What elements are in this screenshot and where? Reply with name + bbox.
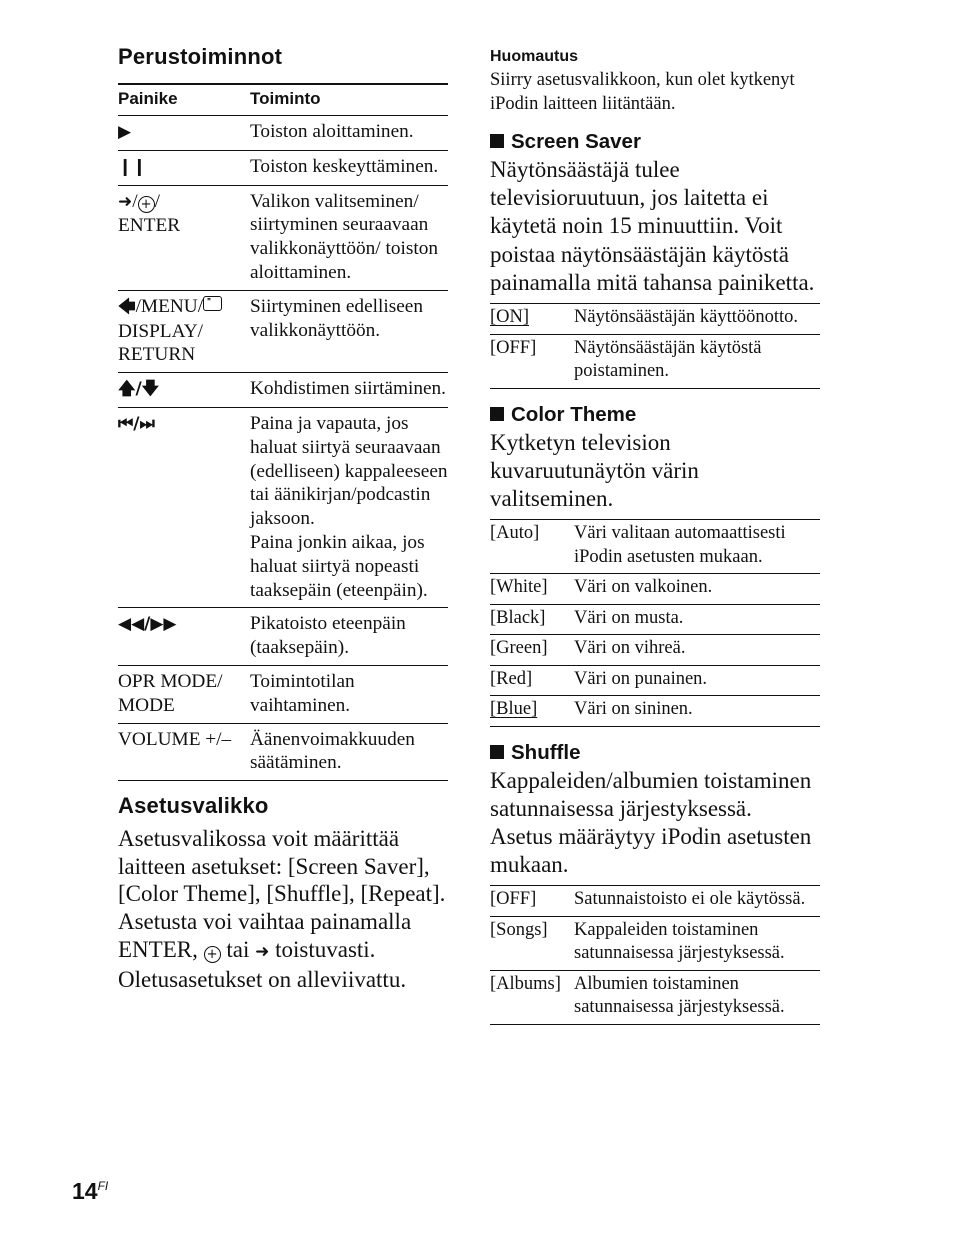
function-cell: Toiston aloittaminen. — [250, 116, 448, 151]
option-key: [Green] — [490, 635, 574, 666]
table-row — [490, 520, 820, 574]
function-cell: Äänenvoimakkuuden säätäminen. — [250, 723, 448, 781]
option-key: [Black] — [490, 604, 574, 635]
table-row — [490, 304, 820, 335]
function-cell — [250, 407, 448, 607]
shuffle-options-table — [490, 885, 820, 1025]
note-heading: Huomautus — [490, 48, 578, 65]
option-key: [White] — [490, 574, 574, 605]
function-cell: Kohdistimen siirtäminen. — [250, 373, 448, 408]
function-text-2: Paina jonkin aikaa, jos haluat siirtyä nopeasti taaksepäin (eteenpäin). — [250, 531, 428, 601]
option-key: [Auto] — [490, 520, 574, 574]
option-heading-label: Screen Saver — [511, 130, 641, 153]
option-description — [490, 767, 820, 880]
key-cell — [118, 116, 250, 151]
option-heading-label: Color Theme — [511, 402, 637, 426]
option-desc: Näytönsäästäjän käytöstä poistaminen. — [574, 334, 820, 388]
key-label: /MENU/ — [135, 295, 204, 317]
option-desc: Väri on valkoinen. — [574, 574, 820, 605]
screen-saver-options-table — [490, 303, 820, 389]
option-key: [Albums] — [490, 970, 574, 1024]
square-bullet-icon — [490, 134, 504, 148]
table-row — [490, 696, 820, 727]
option-desc: Kappaleiden toistaminen satunnaisessa järjestyksessä. — [574, 916, 820, 970]
function-cell: Toiston keskeyttäminen. — [250, 150, 448, 185]
table-row — [118, 116, 448, 151]
key-cell — [118, 373, 250, 408]
option-desc: Väri valitaan automaattisesti iPodin asetusten mukaan. — [574, 520, 820, 574]
table-row — [118, 665, 448, 723]
rewind-forward-icon: ◀◀/▶▶ — [118, 614, 177, 635]
key-cell — [118, 150, 250, 185]
key-cell — [118, 608, 250, 666]
prev-next-icon: ⏮/⏭ — [118, 413, 155, 434]
option-desc: Albumien toistaminen satunnaisessa järjestyksessä. — [574, 970, 820, 1024]
table-row — [490, 574, 820, 605]
key-cell: VOLUME +/– — [118, 723, 250, 781]
table-row — [490, 886, 820, 917]
table-row — [118, 150, 448, 185]
key-cell — [118, 290, 250, 372]
option-key: [OFF] — [490, 886, 574, 917]
play-icon: ▶ — [118, 122, 132, 142]
table-row — [118, 290, 448, 372]
function-cell: Pikatoisto eteenpäin (taaksepäin). — [250, 608, 448, 666]
option-key-default: [Blue] — [490, 699, 538, 720]
page-number-value: 14 — [72, 1178, 98, 1204]
column-header-key: Painike — [118, 84, 250, 116]
table-row — [118, 185, 448, 290]
table-row — [118, 608, 448, 666]
function-text: Paina ja vapauta, jos haluat siirtyä seuraavaan (edelliseen) kappaleeseen tai äänikirjan/podcastin jaksoon. — [250, 412, 448, 530]
option-desc: Näytönsäästäjän käyttöönotto. — [574, 304, 820, 335]
option-description-text: Kappaleiden/albumien toistaminen satunnaisessa järjestyksessä. — [490, 767, 812, 821]
setup-text-end: toistuvasti. — [275, 936, 376, 962]
option-desc: Väri on musta. — [574, 604, 820, 635]
table-row — [118, 373, 448, 408]
function-table — [118, 83, 448, 781]
option-description: Näytönsäästäjä tulee televisioruutuun, jos laitetta ei käytetä noin 15 minuuttiin. Voit poistaa näytönsäästäjän käytöstä painamalla mitä tahansa painiketta. — [490, 157, 815, 295]
right-arrow-icon: ➜ — [255, 941, 270, 962]
setup-text: Asetusvalikossa voit määrittää laitteen asetukset: [Screen Saver], [Color Theme], [Shuffle], [Repeat]. Asetusta voi vaihtaa painamalla ENTER, — [118, 826, 446, 962]
left-arrow-icon: 🡄 — [118, 296, 136, 317]
option-key — [490, 304, 574, 335]
option-desc: Satunnaistoisto ei ole käytössä. — [574, 886, 820, 917]
setup-paragraph — [118, 825, 448, 994]
right-column — [490, 48, 820, 1025]
enter-circle-icon: + — [138, 196, 155, 213]
option-key: [Songs] — [490, 916, 574, 970]
key-cell — [118, 407, 250, 607]
option-key: [OFF] — [490, 334, 574, 388]
option-desc: Väri on sininen. — [574, 696, 820, 727]
table-row — [490, 334, 820, 388]
right-arrow-icon: ➜ — [118, 191, 133, 212]
option-heading-label: Shuffle — [511, 740, 581, 764]
square-bullet-icon — [490, 745, 504, 759]
key-cell: OPR MODE/ MODE — [118, 665, 250, 723]
table-row — [490, 665, 820, 696]
option-key: [Red] — [490, 665, 574, 696]
setup-text-or: tai — [226, 936, 250, 962]
table-row — [118, 723, 448, 781]
section-heading-setup-menu: Asetusvalikko — [118, 793, 269, 819]
option-key — [490, 696, 574, 727]
setup-menu-section — [118, 793, 448, 994]
color-theme-options-table — [490, 519, 820, 727]
option-heading-screen-saver — [490, 130, 820, 154]
table-row — [118, 407, 448, 607]
table-row — [490, 970, 820, 1024]
up-down-arrow-icon: 🡅/🡇 — [118, 379, 160, 400]
option-desc: Väri on punainen. — [574, 665, 820, 696]
option-key-default: [ON] — [490, 307, 530, 328]
function-cell: Siirtyminen edelliseen valikkonäyttöön. — [250, 290, 448, 372]
key-label: ENTER — [118, 215, 181, 237]
key-label-2: DISPLAY/ RETURN — [118, 320, 204, 366]
table-row — [490, 635, 820, 666]
defaults-note: Oletusasetukset on alleviivattu. — [118, 967, 407, 993]
option-heading-shuffle — [490, 741, 820, 765]
note-text: Siirry asetusvalikkoon, kun olet kytkenyt iPodin laitteen liitäntään. — [490, 70, 795, 114]
page-language-code: FI — [97, 1179, 109, 1193]
table-row — [490, 916, 820, 970]
pause-icon: ❙❙ — [118, 156, 147, 177]
function-cell: Toimintotilan vaihtaminen. — [250, 665, 448, 723]
option-description: Kytketyn television kuvaruutunäytön värin valitseminen. — [490, 429, 699, 511]
column-header-function: Toiminto — [250, 84, 448, 116]
option-heading-color-theme — [490, 403, 820, 427]
section-heading-basic-functions: Perustoiminnot — [118, 44, 283, 69]
left-column — [118, 44, 448, 994]
key-cell: ➜/ + / ENTER — [118, 185, 250, 290]
enter-circle-icon: + — [204, 946, 221, 963]
page-number — [72, 1178, 108, 1205]
menu-display-icon — [203, 296, 222, 311]
option-description-text-2: Asetus määräytyy iPodin asetusten mukaan. — [490, 824, 812, 878]
table-row — [490, 604, 820, 635]
table-header-row — [118, 84, 448, 116]
function-cell: Valikon valitseminen/ siirtyminen seuraavaan valikkonäyttöön/ toiston aloittaminen. — [250, 185, 448, 290]
square-bullet-icon — [490, 407, 504, 421]
option-desc: Väri on vihreä. — [574, 635, 820, 666]
